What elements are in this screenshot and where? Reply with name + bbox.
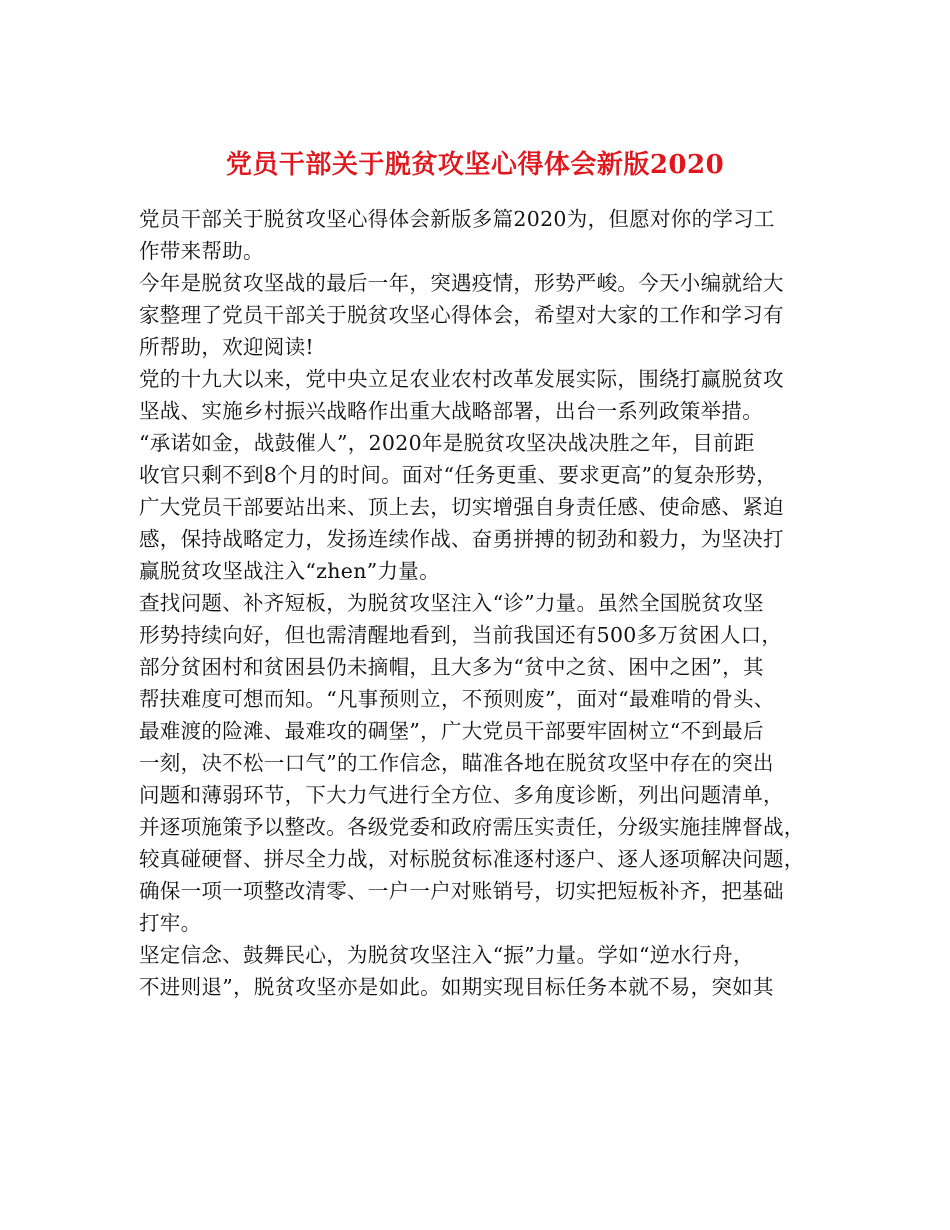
text-line: 家整理了党员干部关于脱贫攻坚心得体会，希望对大家的工作和学习有 xyxy=(139,303,784,327)
text-line: 不进则退”，脱贫攻坚亦是如此。如期实现目标任务本就不易，突如其 xyxy=(139,975,774,999)
text-line: 最难渡的险滩、最难攻的碉堡”，广大党员干部要牢固树立“不到最后 xyxy=(139,719,764,743)
text-line: “承诺如金，战鼓催人”，2020年是脱贫攻坚决战决胜之年，目前距 xyxy=(139,431,755,455)
text-line: 一刻，决不松一口气”的工作信念，瞄准各地在脱贫攻坚中存在的突出 xyxy=(139,751,774,775)
text-line: 赢脱贫攻坚战注入“zhen”力量。 xyxy=(139,559,440,583)
text-line: 党的十九大以来，党中央立足农业农村改革发展实际，围绕打赢脱贫攻 xyxy=(139,367,784,391)
text-line: 所帮助，欢迎阅读! xyxy=(139,335,314,359)
text-line: 广大党员干部要站出来、顶上去，切实增强自身责任感、使命感、紧迫 xyxy=(139,495,784,519)
text-line: 感，保持战略定力，发扬连续作战、奋勇拼搏的韧劲和毅力，为坚决打 xyxy=(139,527,784,551)
text-line: 今年是脱贫攻坚战的最后一年，突遇疫情，形势严峻。今天小编就给大 xyxy=(139,271,784,295)
text-line: 查找问题、补齐短板，为脱贫攻坚注入“诊”力量。虽然全国脱贫攻坚 xyxy=(139,591,764,615)
text-line: 较真碰硬督、拼尽全力战，对标脱贫标准逐村逐户、逐人逐项解决问题， xyxy=(139,847,805,871)
text-line: 坚战、实施乡村振兴战略作出重大战略部署，出台一系列政策举措。 xyxy=(139,399,763,423)
document-title: 党员干部关于脱贫攻坚心得体会新版2020 xyxy=(225,150,725,181)
text-line: 确保一项一项整改清零、一户一户对账销号，切实把短板补齐，把基础 xyxy=(139,879,784,903)
text-line: 打牢。 xyxy=(139,911,202,935)
text-line: 部分贫困村和贫困县仍未摘帽，且大多为“贫中之贫、困中之困”，其 xyxy=(139,655,764,679)
document-body xyxy=(139,203,829,1003)
text-line: 坚定信念、鼓舞民心，为脱贫攻坚注入“振”力量。学如“逆水行舟， xyxy=(139,943,754,967)
text-line: 作带来帮助。 xyxy=(139,239,264,263)
text-line: 收官只剩不到8个月的时间。面对“任务更重、要求更高”的复杂形势， xyxy=(139,463,778,487)
text-line: 并逐项施策予以整改。各级党委和政府需压实责任，分级实施挂牌督战， xyxy=(139,815,805,839)
text-line: 党员干部关于脱贫攻坚心得体会新版多篇2020为，但愿对你的学习工 xyxy=(139,207,775,231)
text-line: 形势持续向好，但也需清醒地看到，当前我国还有500多万贫困人口， xyxy=(139,623,783,647)
text-line: 帮扶难度可想而知。“凡事预则立，不预则废”，面对“最难啃的骨头、 xyxy=(139,687,775,711)
text-line: 问题和薄弱环节，下大力气进行全方位、多角度诊断，列出问题清单， xyxy=(139,783,784,807)
